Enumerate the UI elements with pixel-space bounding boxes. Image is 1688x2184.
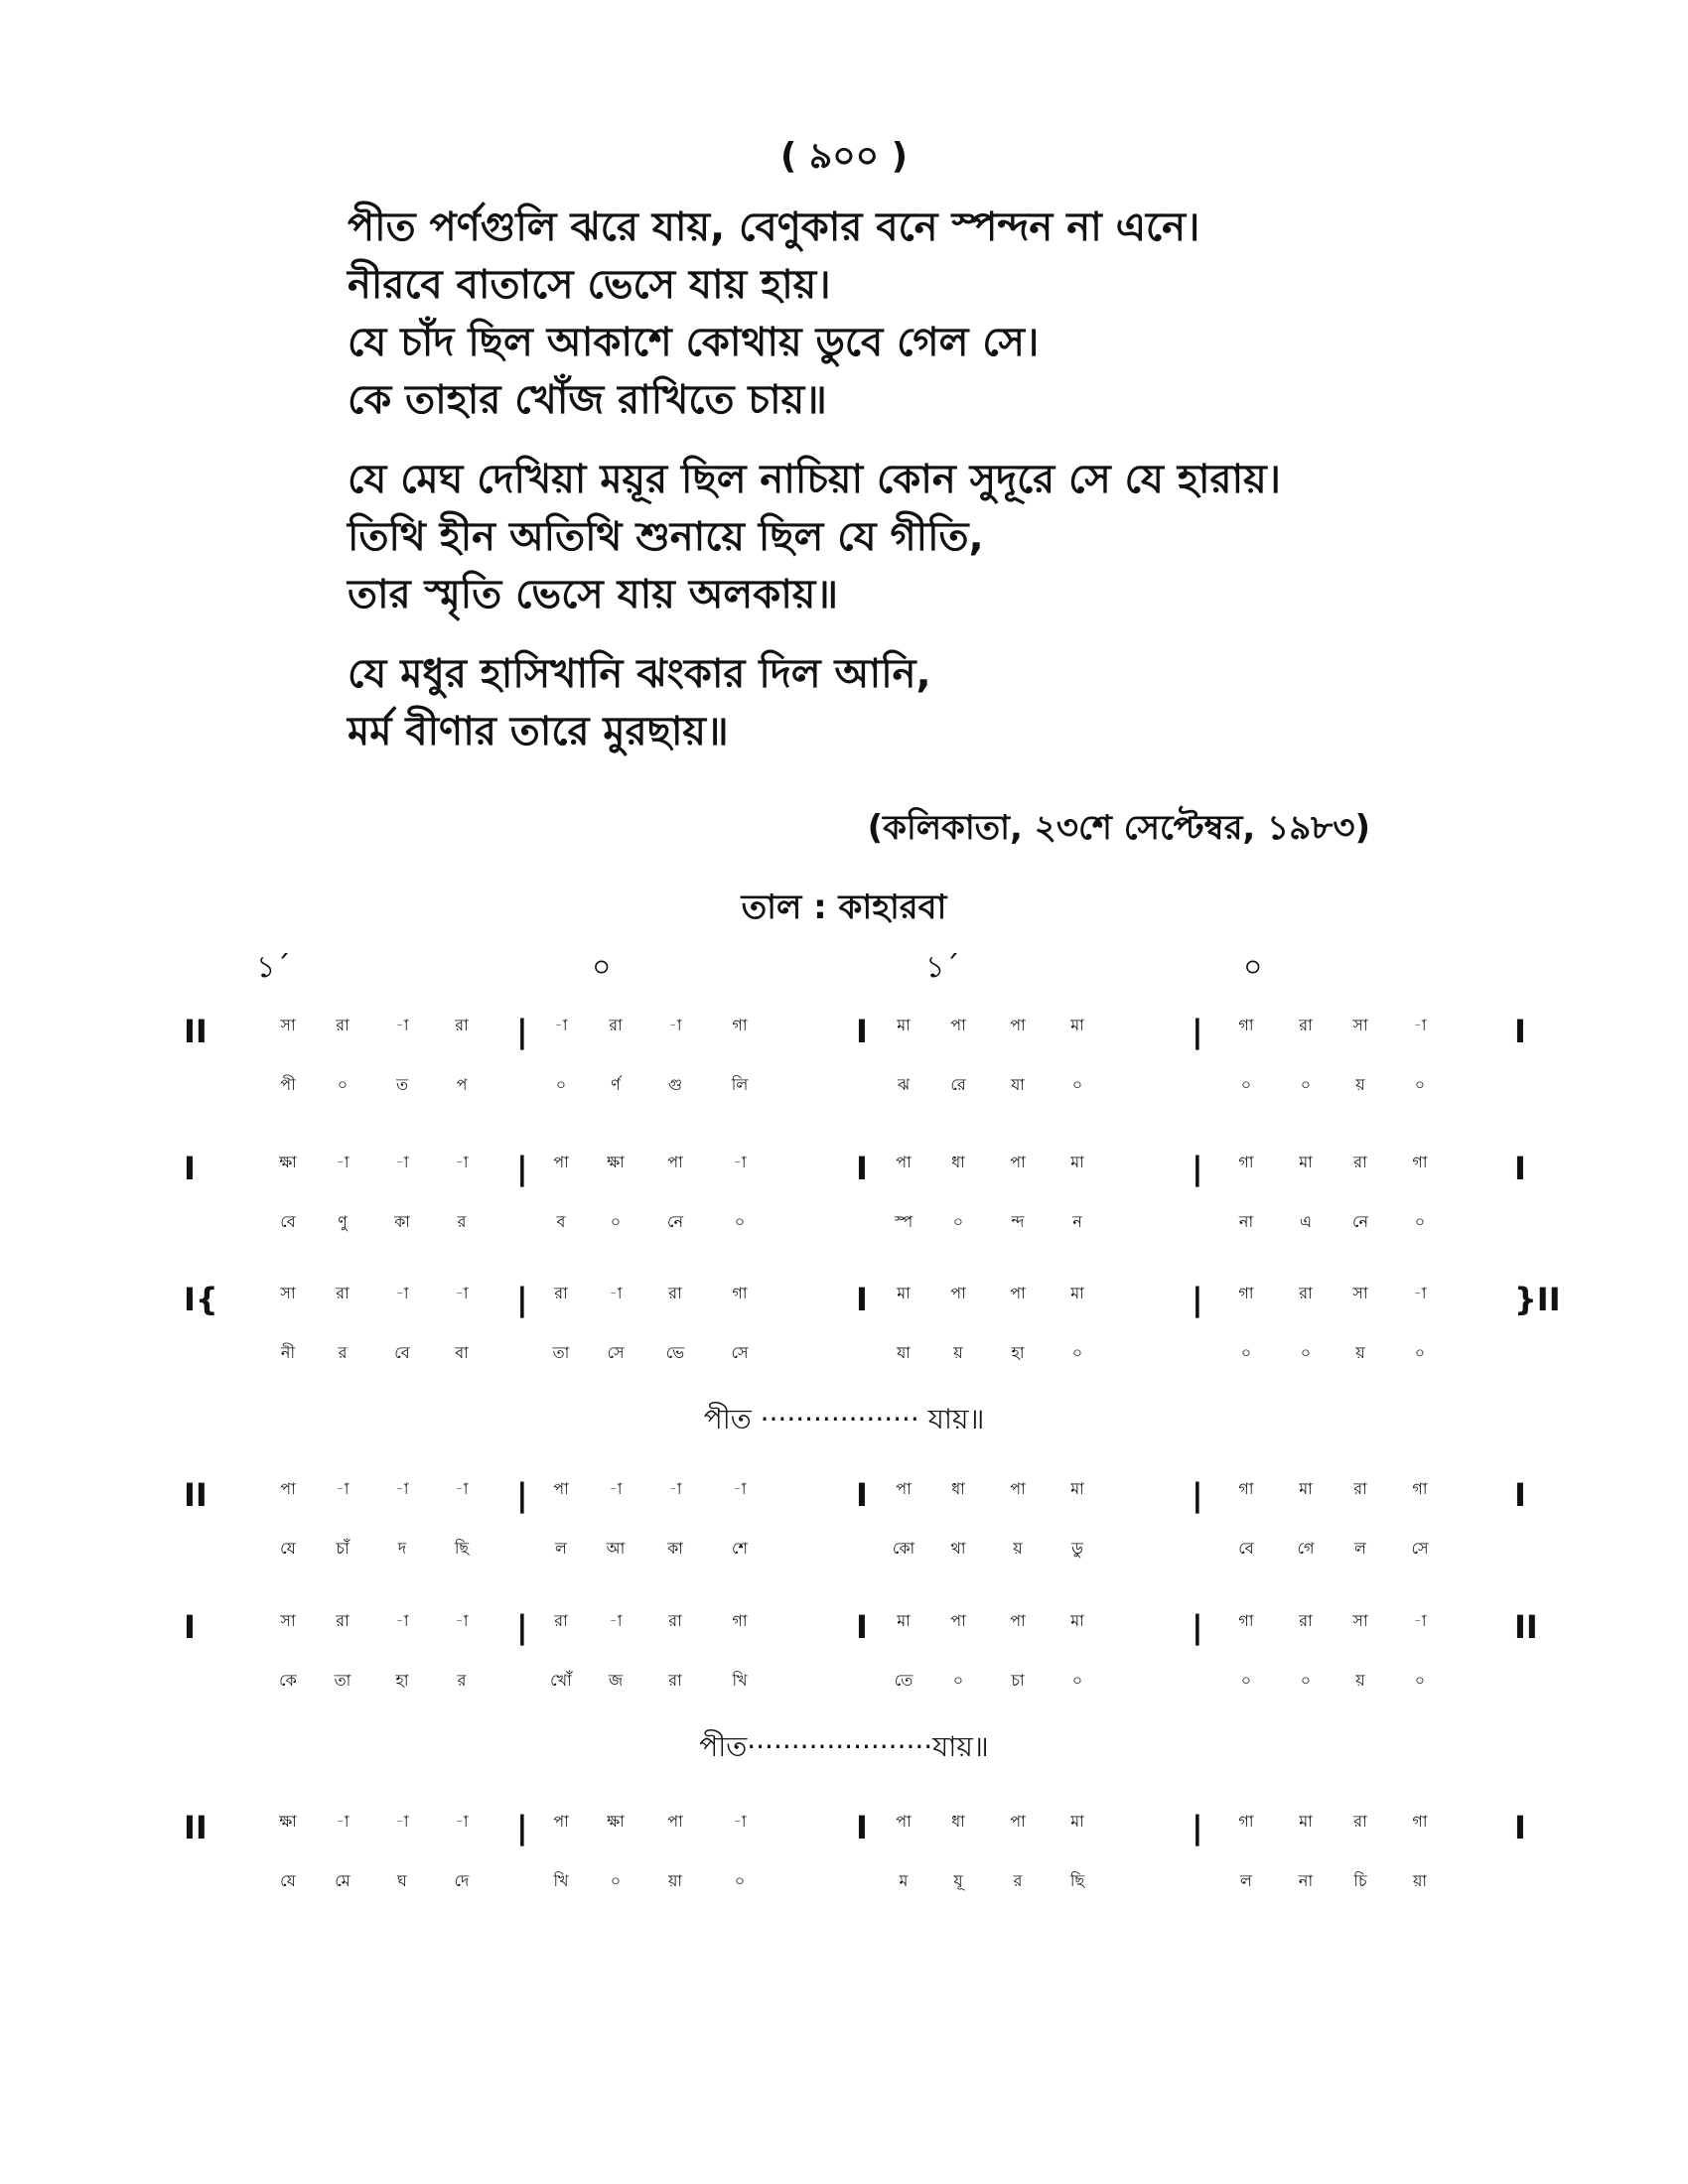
swara-note: রা xyxy=(1299,1016,1313,1034)
swara-note: রা xyxy=(609,1016,623,1034)
swara-note: গা xyxy=(1238,1479,1254,1498)
lyric-syllable: য়া xyxy=(667,1871,683,1890)
bar-line-open: II xyxy=(184,1809,208,1846)
swara-note: গা xyxy=(1412,1479,1428,1498)
swara-note: -া xyxy=(455,1153,469,1171)
lyric-syllable: ম xyxy=(899,1871,909,1890)
lyric-syllable: বে xyxy=(394,1343,410,1362)
beat-separator: | xyxy=(1192,1476,1203,1514)
lyric-syllable: চা xyxy=(1011,1671,1025,1690)
lyric-syllable: ল xyxy=(555,1539,567,1558)
beat-separator: I xyxy=(856,1013,868,1050)
lyric-line: কে তাহার খোঁজ রাখিতে চায়॥ xyxy=(348,377,827,423)
swara-note: রা xyxy=(668,1284,682,1302)
lyric-syllable: দে xyxy=(454,1871,470,1890)
lyric-syllable: য় xyxy=(1355,1075,1365,1094)
lyric-syllable: এ xyxy=(1299,1212,1313,1231)
lyric-syllable: র xyxy=(457,1212,467,1231)
swara-note: রা xyxy=(1299,1611,1313,1630)
lyric-syllable: ০ xyxy=(1071,1343,1083,1362)
bar-line-close: I xyxy=(1514,1476,1526,1514)
beat-separator: I xyxy=(856,1476,868,1514)
lyric-syllable: ডু xyxy=(1071,1539,1083,1558)
lyric-syllable: ০ xyxy=(1414,1075,1426,1094)
lyric-syllable: ০ xyxy=(1240,1343,1252,1362)
lyric-syllable: ছি xyxy=(454,1539,470,1558)
lyric-syllable: খোঁ xyxy=(550,1671,572,1690)
bar-line-open: I xyxy=(184,1150,196,1187)
beat-separator: | xyxy=(1192,1608,1203,1646)
lyric-syllable: ০ xyxy=(337,1075,349,1094)
lyric-syllable: য় xyxy=(1355,1671,1365,1690)
lyric-syllable: খি xyxy=(732,1671,748,1690)
lyric-syllable: সে xyxy=(731,1343,749,1362)
beat-separator: I xyxy=(856,1608,868,1646)
lyric-syllable: দ xyxy=(397,1539,407,1558)
lyric-syllable: ০ xyxy=(1071,1671,1083,1690)
swara-note: রা xyxy=(1353,1479,1367,1498)
lyric-syllable: লি xyxy=(731,1075,749,1094)
lyric-syllable: রা xyxy=(668,1671,682,1690)
lyric-syllable: ০ xyxy=(1300,1075,1312,1094)
swara-note: গা xyxy=(1412,1153,1428,1171)
beat-marker: ১´ xyxy=(925,950,960,985)
lyric-syllable: বে xyxy=(1238,1539,1254,1558)
swara-note: গা xyxy=(732,1284,748,1302)
swara-note: -া xyxy=(395,1611,409,1630)
swara-note: -া xyxy=(336,1812,350,1831)
swara-note: ক্ষা xyxy=(279,1812,297,1831)
swara-note: ধা xyxy=(951,1812,965,1831)
swara-note: -া xyxy=(395,1812,409,1831)
dateline: (কলিকাতা, ২৩শে সেপ্টেম্বর, ১৯৮৩) xyxy=(867,808,1370,848)
lyric-syllable: গু xyxy=(667,1075,683,1094)
lyric-syllable: য় xyxy=(1013,1539,1023,1558)
lyric-syllable: ০ xyxy=(1414,1343,1426,1362)
swara-note: পা xyxy=(553,1479,569,1498)
lyric-line: তিথি হীন অতিথি শুনায়ে ছিল যে গীতি, xyxy=(348,514,984,560)
lyric-syllable: তা xyxy=(334,1671,352,1690)
lyrics xyxy=(348,199,1539,782)
lyric-syllable: ০ xyxy=(952,1212,964,1231)
lyric-syllable: নে xyxy=(666,1212,684,1231)
lyric-syllable: ণু xyxy=(338,1212,348,1231)
swara-note: সা xyxy=(1352,1284,1368,1302)
swara-note: রা xyxy=(336,1016,350,1034)
lyric-syllable: প xyxy=(456,1075,468,1094)
lyric-syllable: ০ xyxy=(1240,1075,1252,1094)
swara-note: মা xyxy=(1070,1479,1084,1498)
swara-note: গা xyxy=(732,1611,748,1630)
page-number: ( ৯০০ ) xyxy=(779,136,909,177)
swara-note: -া xyxy=(668,1479,682,1498)
swara-note: গা xyxy=(1238,1016,1254,1034)
swara-note: রা xyxy=(336,1284,350,1302)
swara-note: পা xyxy=(950,1016,966,1034)
swara-note: সা xyxy=(280,1611,296,1630)
lyric-syllable: যে xyxy=(280,1871,296,1890)
bar-line-close: I xyxy=(1514,1809,1526,1846)
taal-label: তাল : কাহারবা xyxy=(741,887,947,927)
swara-note: -া xyxy=(609,1611,623,1630)
beat-separator: | xyxy=(516,1013,528,1050)
swara-note: গা xyxy=(1238,1611,1254,1630)
swara-note: পা xyxy=(280,1479,296,1498)
swara-note: -া xyxy=(609,1479,623,1498)
lyric-syllable: যা xyxy=(1011,1075,1025,1094)
swara-note: পা xyxy=(896,1153,912,1171)
lyric-syllable: খি xyxy=(553,1871,569,1890)
lyric-syllable: য়া xyxy=(1412,1871,1428,1890)
lyric-stanza xyxy=(348,645,1539,760)
lyric-syllable: গে xyxy=(1297,1539,1315,1558)
beat-separator: | xyxy=(516,1281,528,1318)
swara-note: -া xyxy=(455,1479,469,1498)
swara-note: সা xyxy=(1352,1611,1368,1630)
lyric-syllable: ০ xyxy=(1300,1343,1312,1362)
swara-note: গা xyxy=(1238,1153,1254,1171)
lyric-line: যে চাঁদ ছিল আকাশে কোথায় ডুবে গেল সে। xyxy=(348,320,1040,365)
lyric-syllable: ০ xyxy=(1414,1212,1426,1231)
lyric-syllable: রে xyxy=(950,1075,966,1094)
lyric-line: নীরবে বাতাসে ভেসে যায় হায়। xyxy=(348,262,831,308)
lyric-stanza xyxy=(348,199,1539,429)
swara-note: গা xyxy=(1412,1812,1428,1831)
lyric-syllable: তা xyxy=(552,1343,570,1362)
swara-note: রা xyxy=(1353,1153,1367,1171)
lyric-syllable: ত xyxy=(395,1075,408,1094)
lyric-syllable: র xyxy=(1013,1871,1023,1890)
swara-note: -া xyxy=(733,1479,747,1498)
lyric-syllable: পী xyxy=(280,1075,296,1094)
lyric-syllable: কে xyxy=(279,1671,297,1690)
lyric-syllable: কা xyxy=(394,1212,410,1231)
swara-note: -া xyxy=(395,1284,409,1302)
lyric-syllable: বে xyxy=(280,1212,296,1231)
swara-note: পা xyxy=(1010,1153,1026,1171)
lyric-line: পীত পর্ণগুলি ঝরে যায়, বেণুকার বনে স্পন্দন না এনে। xyxy=(348,205,1200,250)
swara-note: পা xyxy=(1010,1611,1026,1630)
swara-note: -া xyxy=(395,1153,409,1171)
lyric-syllable: কা xyxy=(667,1539,683,1558)
beat-separator: I xyxy=(856,1150,868,1187)
lyric-syllable: ০ xyxy=(555,1075,567,1094)
lyric-syllable: চাঁ xyxy=(336,1539,350,1558)
swara-note: পা xyxy=(896,1479,912,1498)
bar-line-open: II xyxy=(184,1013,208,1050)
swara-note: পা xyxy=(553,1153,569,1171)
lyric-syllable: ০ xyxy=(734,1212,746,1231)
lyric-syllable: নে xyxy=(1351,1212,1369,1231)
lyric-syllable: ভে xyxy=(665,1343,685,1362)
swara-note: পা xyxy=(1010,1812,1026,1831)
lyric-line: তার স্মৃতি ভেসে যায় অলকায়॥ xyxy=(348,572,838,617)
swara-note: রা xyxy=(554,1611,568,1630)
beat-separator: I xyxy=(856,1281,868,1318)
lyric-syllable: না xyxy=(1238,1212,1254,1231)
lyric-syllable: না xyxy=(1298,1871,1314,1890)
swara-note: মা xyxy=(897,1016,911,1034)
lyric-syllable: আ xyxy=(606,1539,626,1558)
swara-note: মা xyxy=(1070,1611,1084,1630)
lyric-syllable: যা xyxy=(897,1343,911,1362)
swara-note: -া xyxy=(668,1016,682,1034)
swara-note: -া xyxy=(554,1016,568,1034)
lyric-line: যে মেঘ দেখিয়া ময়ূর ছিল নাচিয়া কোন সুদূরে সে যে হারায়। xyxy=(348,457,1281,502)
beat-separator: | xyxy=(1192,1013,1203,1050)
lyric-syllable: র xyxy=(338,1343,348,1362)
lyric-syllable: ঘ xyxy=(397,1871,407,1890)
lyric-syllable: হা xyxy=(1011,1343,1025,1362)
swara-note: -া xyxy=(609,1284,623,1302)
swara-note: মা xyxy=(1299,1812,1313,1831)
swara-note: -া xyxy=(455,1611,469,1630)
lyric-line: যে মধুর হাসিখানি ঝংকার দিল আনি, xyxy=(348,651,931,697)
swara-note: মা xyxy=(1070,1812,1084,1831)
swara-note: গা xyxy=(1238,1284,1254,1302)
lyric-syllable: চি xyxy=(1353,1871,1367,1890)
lyric-syllable: কো xyxy=(892,1539,915,1558)
swara-note: -া xyxy=(455,1284,469,1302)
lyric-syllable: ল xyxy=(1354,1539,1366,1558)
swara-note: রা xyxy=(1353,1812,1367,1831)
swara-note: ধা xyxy=(951,1479,965,1498)
swara-note: পা xyxy=(950,1611,966,1630)
lyric-syllable: ০ xyxy=(952,1671,964,1690)
repeat-indication: পীত·····················যায়॥ xyxy=(699,1730,989,1763)
bar-line-open: I{ xyxy=(184,1281,218,1318)
swara-note: পা xyxy=(667,1153,683,1171)
lyric-syllable: জ xyxy=(608,1671,624,1690)
swara-note: রা xyxy=(1299,1284,1313,1302)
lyric-syllable: নী xyxy=(280,1343,296,1362)
swara-note: মা xyxy=(1299,1153,1313,1171)
lyric-syllable: সে xyxy=(607,1343,625,1362)
swara-note: পা xyxy=(950,1284,966,1302)
lyric-syllable: তে xyxy=(894,1671,914,1690)
beat-separator: | xyxy=(516,1476,528,1514)
swara-note: -া xyxy=(455,1812,469,1831)
beat-separator: I xyxy=(856,1809,868,1846)
lyric-syllable: শে xyxy=(732,1539,748,1558)
bar-line-close: I xyxy=(1514,1150,1526,1187)
swara-note: মা xyxy=(1070,1153,1084,1171)
swara-note: পা xyxy=(1010,1479,1026,1498)
lyric-syllable: ল xyxy=(1240,1871,1252,1890)
lyric-syllable: ছি xyxy=(1069,1871,1085,1890)
repeat-indication: পীত ·················· যায়॥ xyxy=(703,1403,985,1435)
beat-separator: | xyxy=(1192,1809,1203,1846)
lyric-syllable: ০ xyxy=(1240,1671,1252,1690)
lyric-stanza xyxy=(348,451,1539,623)
swara-note: -া xyxy=(1413,1611,1427,1630)
swara-note: রা xyxy=(455,1016,469,1034)
bar-line-open: I xyxy=(184,1608,196,1646)
swara-note: মা xyxy=(897,1611,911,1630)
swara-note: রা xyxy=(336,1611,350,1630)
lyric-syllable: মে xyxy=(335,1871,351,1890)
lyric-syllable: য় xyxy=(953,1343,963,1362)
beat-separator: | xyxy=(516,1809,528,1846)
lyric-line: মর্ম বীণার তারে মুরছায়॥ xyxy=(348,709,729,754)
swara-note: পা xyxy=(1010,1016,1026,1034)
swara-note: -া xyxy=(1413,1284,1427,1302)
swara-note: পা xyxy=(553,1812,569,1831)
lyric-syllable: বা xyxy=(455,1343,469,1362)
swara-note: পা xyxy=(1010,1284,1026,1302)
swara-note: রা xyxy=(668,1611,682,1630)
swara-note: মা xyxy=(1299,1479,1313,1498)
swara-note: -া xyxy=(733,1812,747,1831)
beat-marker: ০ xyxy=(1243,950,1263,985)
beat-separator: | xyxy=(516,1150,528,1187)
swara-note: মা xyxy=(897,1284,911,1302)
lyric-syllable: ব xyxy=(556,1212,566,1231)
lyric-syllable: যে xyxy=(280,1539,296,1558)
lyric-syllable: র xyxy=(457,1671,467,1690)
swara-note: সা xyxy=(1352,1016,1368,1034)
lyric-syllable: স্প xyxy=(894,1212,914,1231)
lyric-syllable: ০ xyxy=(1414,1671,1426,1690)
bar-line-open: II xyxy=(184,1476,208,1514)
swara-note: সা xyxy=(280,1284,296,1302)
lyric-syllable: থা xyxy=(950,1539,966,1558)
lyric-syllable: ০ xyxy=(1300,1671,1312,1690)
beat-separator: | xyxy=(1192,1281,1203,1318)
lyric-syllable: ন xyxy=(1072,1212,1082,1231)
lyric-syllable: য় xyxy=(1355,1343,1365,1362)
swara-note: ক্ষা xyxy=(279,1153,297,1171)
swara-note: রা xyxy=(554,1284,568,1302)
lyric-syllable: ০ xyxy=(610,1871,622,1890)
lyric-syllable: হা xyxy=(395,1671,409,1690)
lyric-syllable: ন্দ xyxy=(1011,1212,1025,1231)
bar-line-close: }II xyxy=(1514,1281,1561,1318)
lyric-syllable: ০ xyxy=(734,1871,746,1890)
lyric-syllable: র্ণ xyxy=(611,1075,621,1094)
bar-line-close: I xyxy=(1514,1013,1526,1050)
swara-note: ক্ষা xyxy=(607,1812,625,1831)
swara-note: পা xyxy=(896,1812,912,1831)
swara-note: সা xyxy=(280,1016,296,1034)
lyric-syllable: সে xyxy=(1411,1539,1429,1558)
swara-note: -া xyxy=(395,1479,409,1498)
swara-note: মা xyxy=(1070,1016,1084,1034)
bar-line-close: II xyxy=(1514,1608,1538,1646)
beat-separator: | xyxy=(1192,1150,1203,1187)
swara-note: -া xyxy=(1413,1016,1427,1034)
lyric-syllable: ঝ xyxy=(897,1075,911,1094)
swara-note: -া xyxy=(733,1153,747,1171)
swara-note: মা xyxy=(1070,1284,1084,1302)
swara-note: -া xyxy=(336,1479,350,1498)
lyric-syllable: যূ xyxy=(953,1871,963,1890)
swara-note: পা xyxy=(667,1812,683,1831)
swara-note: -া xyxy=(395,1016,409,1034)
swara-note: গা xyxy=(732,1016,748,1034)
swara-note: গা xyxy=(1238,1812,1254,1831)
lyric-syllable: ০ xyxy=(1071,1075,1083,1094)
swara-note: ধা xyxy=(951,1153,965,1171)
beat-marker: ১´ xyxy=(256,950,291,985)
lyric-syllable: ০ xyxy=(610,1212,622,1231)
swara-note: ক্ষা xyxy=(607,1153,625,1171)
swara-note: -া xyxy=(336,1153,350,1171)
beat-marker: ০ xyxy=(592,950,612,985)
beat-separator: | xyxy=(516,1608,528,1646)
